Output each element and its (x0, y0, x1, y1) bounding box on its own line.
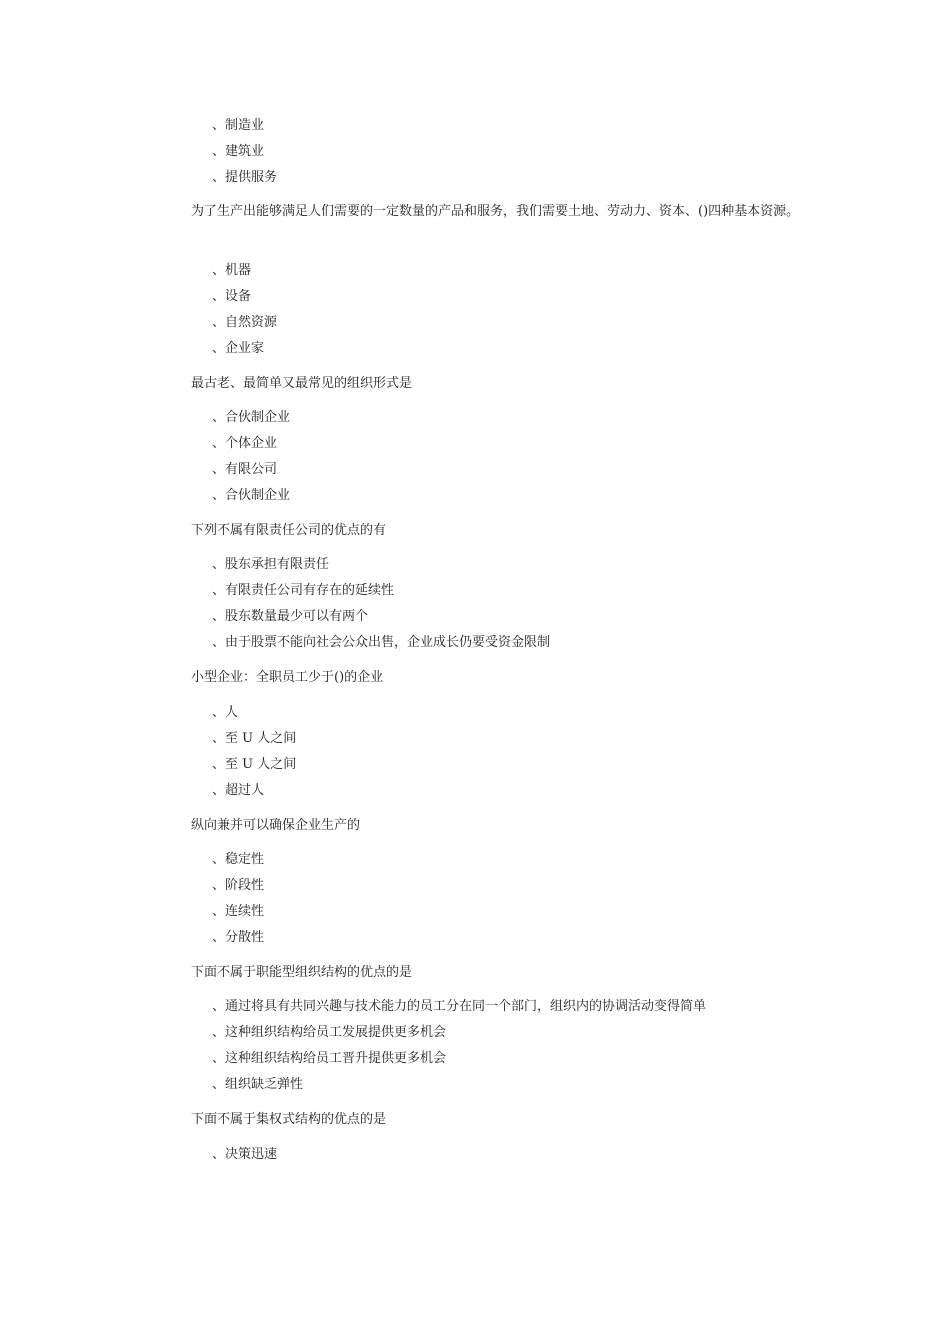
question-text: 为了生产出能够满足人们需要的一定数量的产品和服务，我们需要土地、劳动力、资本、()四种基本资源。 (191, 204, 800, 219)
option-item: 、稳定性 (212, 852, 265, 867)
option-item: 、这种组织结构给员工发展提供更多机会 (212, 1025, 447, 1040)
option-item: 、人 (212, 705, 239, 720)
option-item: 、至 U 人之间 (212, 731, 297, 746)
question-text: 下面不属于集权式结构的优点的是 (191, 1112, 387, 1127)
option-item: 、通过将具有共同兴趣与技术能力的员工分在同一个部门，组织内的协调活动变得简单 (212, 999, 707, 1014)
option-item: 、至 U 人之间 (212, 757, 297, 772)
option-item: 、合伙制企业 (212, 488, 291, 503)
option-item: 、制造业 (212, 118, 265, 133)
option-item: 、阶段性 (212, 878, 265, 893)
option-item: 、股东承担有限责任 (212, 557, 330, 572)
question-text: 下列不属有限责任公司的优点的有 (191, 523, 387, 538)
option-item: 、有限责任公司有存在的延续性 (212, 583, 395, 598)
option-item: 、决策迅速 (212, 1147, 278, 1162)
question-text: 小型企业：全职员工少于()的企业 (191, 670, 384, 685)
option-item: 、建筑业 (212, 144, 265, 159)
option-item: 、自然资源 (212, 315, 278, 330)
option-item: 、设备 (212, 289, 252, 304)
option-item: 、股东数量最少可以有两个 (212, 609, 369, 624)
option-item: 、超过人 (212, 783, 265, 798)
option-item: 、连续性 (212, 904, 265, 919)
option-item: 、由于股票不能向社会公众出售，企业成长仍要受资金限制 (212, 635, 551, 650)
option-item: 、分散性 (212, 930, 265, 945)
option-item: 、组织缺乏弹性 (212, 1077, 304, 1092)
option-item: 、机器 (212, 263, 252, 278)
option-item: 、提供服务 (212, 170, 278, 185)
option-item: 、合伙制企业 (212, 410, 291, 425)
option-item: 、个体企业 (212, 436, 278, 451)
question-text: 下面不属于职能型组织结构的优点的是 (191, 965, 413, 980)
question-text: 纵向兼并可以确保企业生产的 (191, 818, 361, 833)
option-item: 、企业家 (212, 341, 265, 356)
option-item: 、这种组织结构给员工晋升提供更多机会 (212, 1051, 447, 1066)
option-item: 、有限公司 (212, 462, 278, 477)
question-text: 最古老、最简单又最常见的组织形式是 (191, 376, 413, 391)
